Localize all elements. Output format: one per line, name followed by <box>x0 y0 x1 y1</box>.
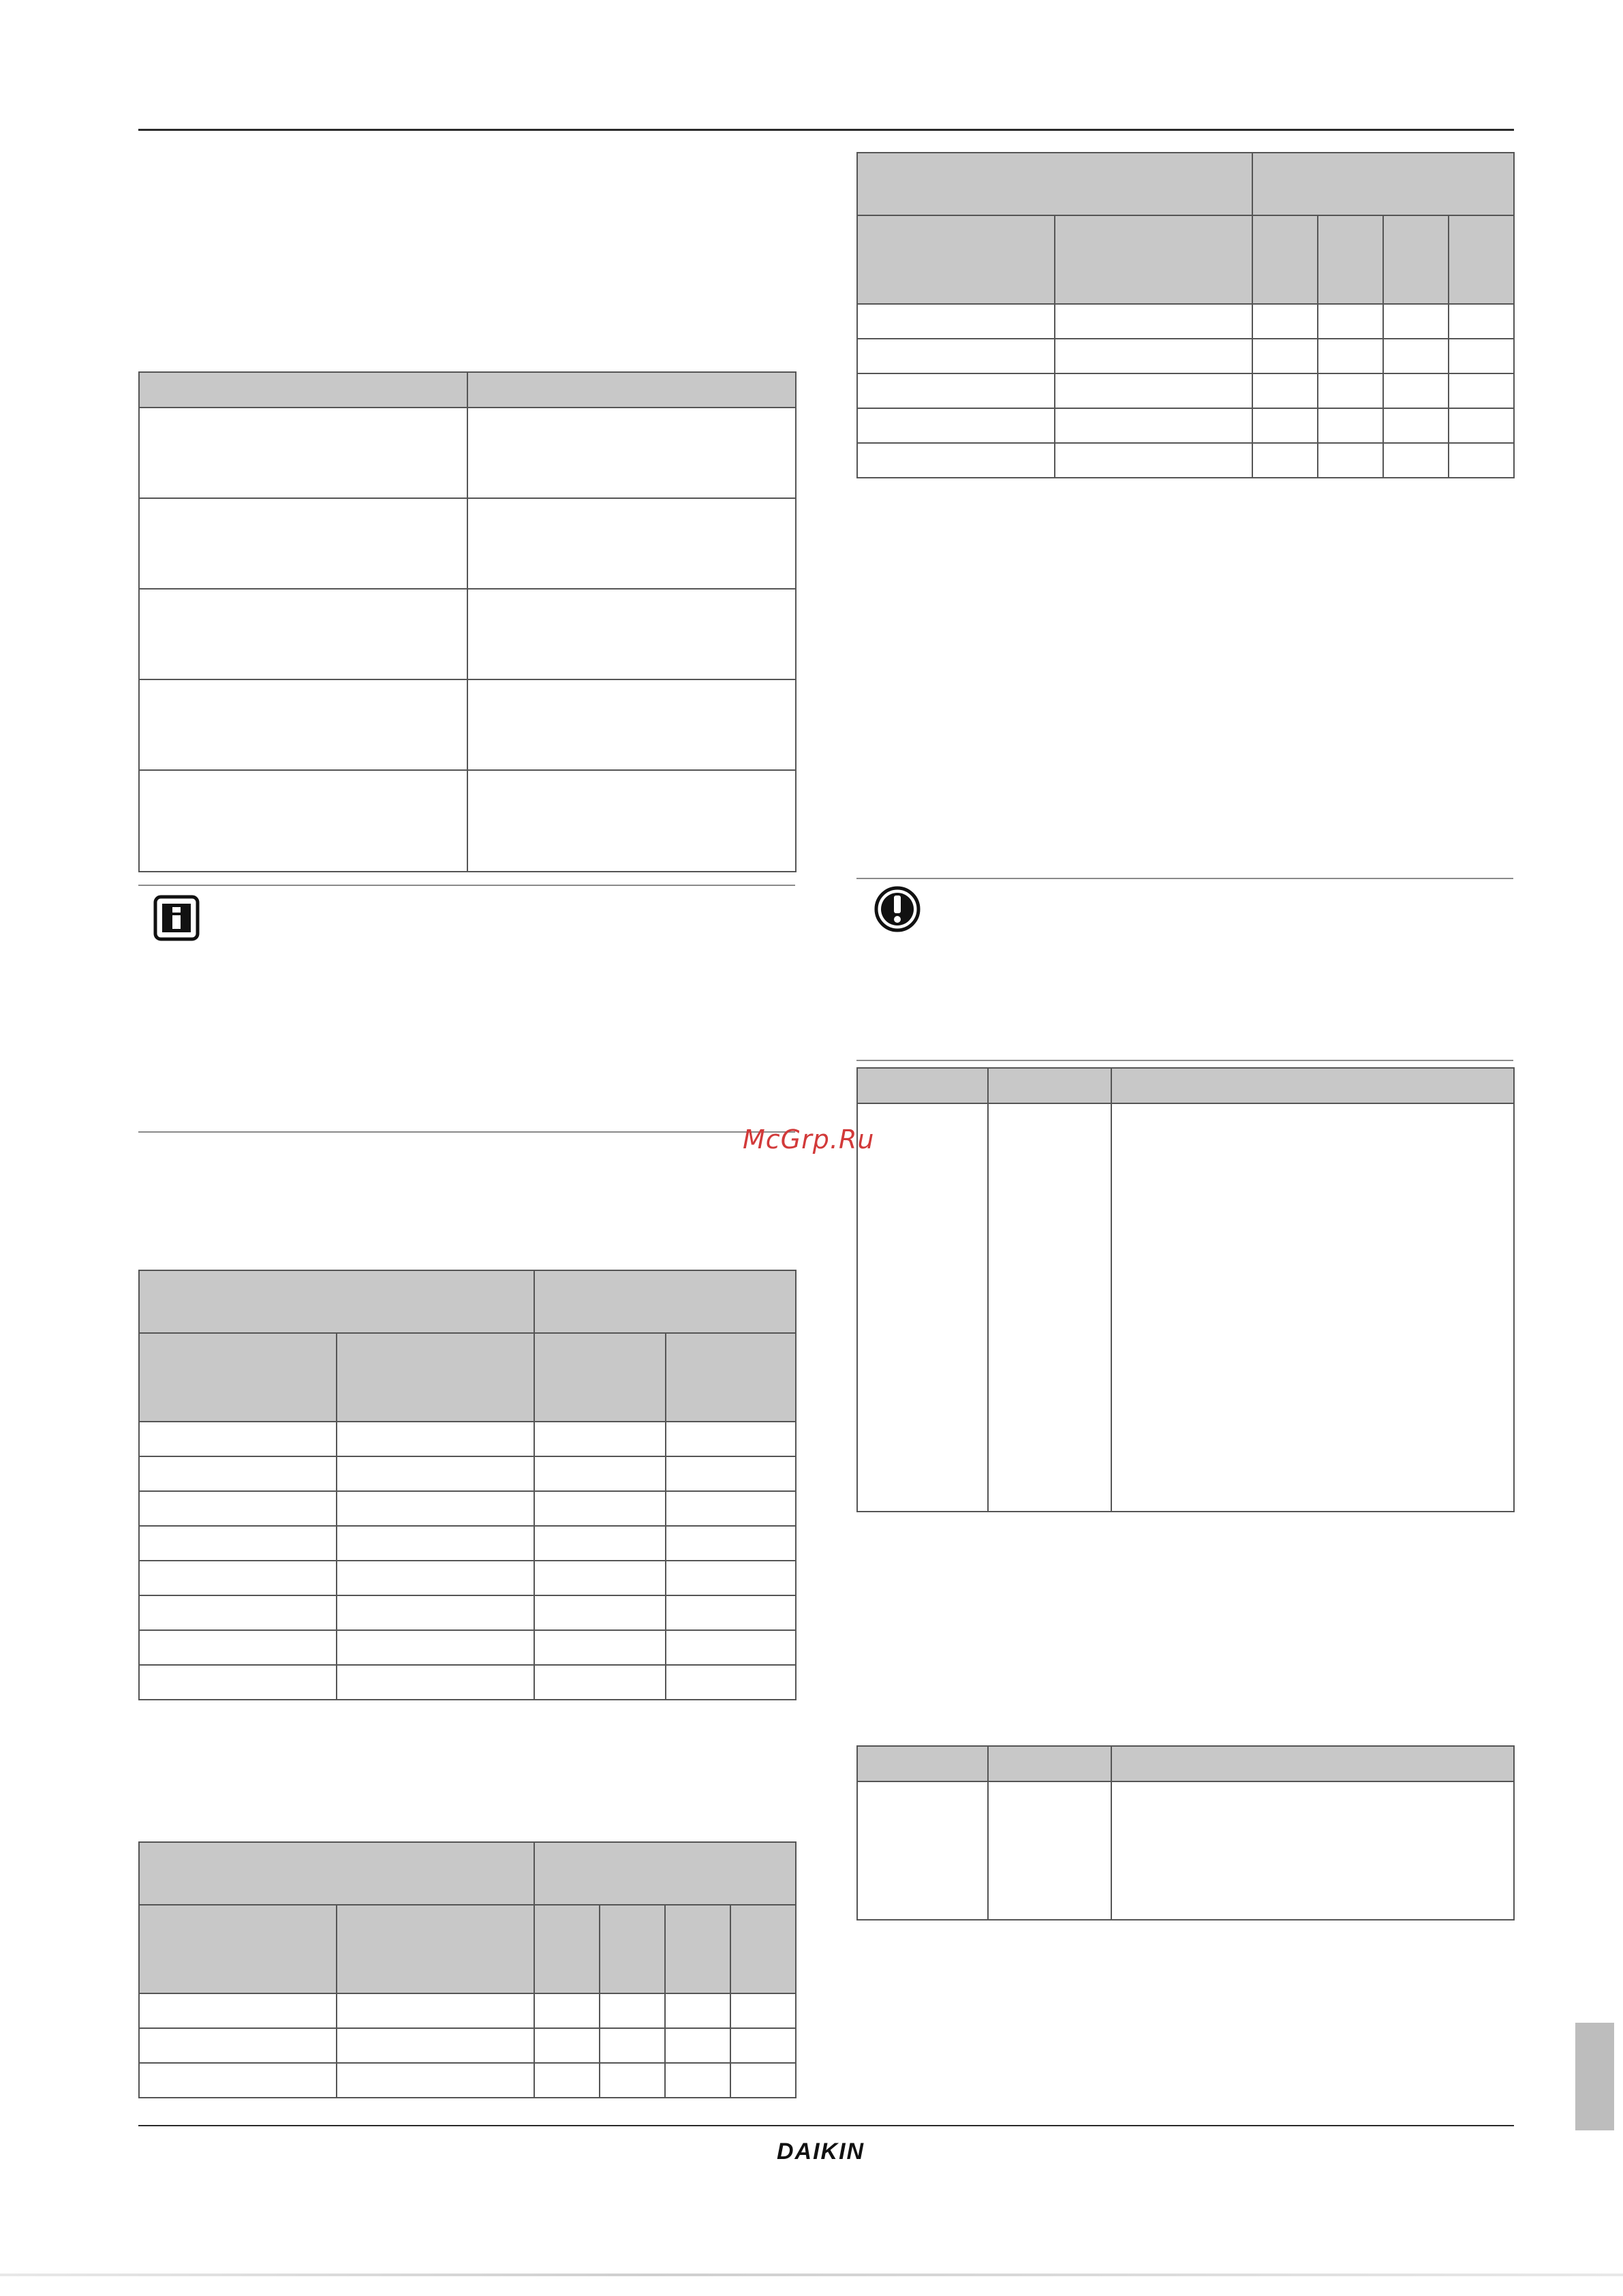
table-cell <box>139 770 467 872</box>
table-cell <box>1252 304 1318 339</box>
exclamation-icon <box>874 886 921 936</box>
table-cell <box>337 1595 534 1630</box>
table-cell <box>534 1665 666 1700</box>
table-header-cell <box>1449 215 1514 304</box>
table-cell <box>730 1993 796 2028</box>
table-header-cell <box>534 1905 600 1993</box>
table-header-cell <box>139 1333 337 1422</box>
table-header-cell <box>139 1842 534 1905</box>
table-cell <box>139 589 467 679</box>
table-cell <box>1449 304 1514 339</box>
table-header-cell <box>1252 215 1318 304</box>
table-cell <box>534 1491 666 1526</box>
table-cell <box>139 2063 337 2098</box>
table-row <box>857 1103 1514 1512</box>
table-header-cell <box>139 372 467 408</box>
table-cell <box>337 2063 534 2098</box>
table-cell <box>467 770 796 872</box>
table-cell <box>1055 339 1252 373</box>
table-row <box>139 1561 796 1595</box>
table-cell <box>600 1993 665 2028</box>
table-header-cell <box>139 1270 534 1333</box>
table-cell <box>1318 443 1383 478</box>
table-row <box>139 1491 796 1526</box>
table-cell <box>534 1526 666 1561</box>
table-cell <box>666 1422 796 1456</box>
header-rule <box>138 129 1514 131</box>
info-icon <box>153 895 200 945</box>
warning-bottom-rule <box>856 1060 1513 1061</box>
table-cell <box>337 1561 534 1595</box>
table-header-cell <box>857 1746 988 1781</box>
table-cell <box>1449 373 1514 408</box>
table-row <box>139 2063 796 2098</box>
table-cell <box>1252 443 1318 478</box>
table-row <box>857 373 1514 408</box>
table-row <box>139 1595 796 1630</box>
table-header-cell <box>730 1905 796 1993</box>
table-row <box>857 339 1514 373</box>
table-cell <box>1383 408 1449 443</box>
table-cell <box>1252 339 1318 373</box>
table-cell <box>857 339 1055 373</box>
table-header-cell <box>534 1333 666 1422</box>
table-row <box>139 498 796 589</box>
table-cell <box>1318 408 1383 443</box>
footer-rule <box>138 2125 1514 2126</box>
table-header-cell <box>988 1746 1111 1781</box>
table-cell <box>666 1456 796 1491</box>
table-cell <box>1383 339 1449 373</box>
table-row <box>857 153 1514 215</box>
table-cell <box>600 2063 665 2098</box>
table-cell <box>1055 304 1252 339</box>
note-bottom-rule <box>138 1131 795 1133</box>
table-header-cell <box>988 1068 1111 1103</box>
table-cell <box>665 1993 730 2028</box>
table-cell <box>139 408 467 498</box>
table-row <box>139 1842 796 1905</box>
table-header-cell <box>534 1842 796 1905</box>
table-cell <box>467 498 796 589</box>
table-row <box>139 1665 796 1700</box>
table-cell <box>534 1595 666 1630</box>
table-cell <box>337 1665 534 1700</box>
table-cell <box>467 589 796 679</box>
table-cell <box>857 373 1055 408</box>
table-row <box>139 2028 796 2063</box>
table-cell <box>534 1561 666 1595</box>
table-cell <box>1055 443 1252 478</box>
table-cell <box>1252 408 1318 443</box>
table-cell <box>665 2063 730 2098</box>
table-cell <box>666 1526 796 1561</box>
table-header-cell <box>857 215 1055 304</box>
table-cell <box>534 1456 666 1491</box>
table-cell <box>337 1526 534 1561</box>
table-row <box>139 1270 796 1333</box>
table-header-cell <box>1318 215 1383 304</box>
table-row <box>857 304 1514 339</box>
table-header-cell <box>467 372 796 408</box>
table-cell <box>139 1630 337 1665</box>
table-cell <box>534 1630 666 1665</box>
table-header-cell <box>1111 1068 1514 1103</box>
table-cell <box>1449 443 1514 478</box>
settings-table-6 <box>856 1745 1515 1920</box>
table-header-cell <box>1055 215 1252 304</box>
table-cell <box>467 679 796 770</box>
table-header-cell <box>857 153 1252 215</box>
table-header-cell <box>665 1905 730 1993</box>
table-row <box>139 679 796 770</box>
table-row <box>857 1781 1514 1920</box>
table-row <box>139 1333 796 1422</box>
table-header-cell <box>1252 153 1514 215</box>
table-row <box>139 1905 796 1993</box>
table-row <box>139 770 796 872</box>
settings-table-4 <box>856 152 1515 478</box>
table-row <box>139 408 796 498</box>
table-cell <box>1318 304 1383 339</box>
table-cell <box>337 1630 534 1665</box>
table-row <box>857 1746 1514 1781</box>
settings-table-2 <box>138 1270 797 1700</box>
table-cell <box>337 1456 534 1491</box>
table-cell <box>666 1630 796 1665</box>
table-row <box>857 215 1514 304</box>
table-header-cell <box>1383 215 1449 304</box>
table-cell <box>1055 408 1252 443</box>
table-cell <box>1318 339 1383 373</box>
table-header-cell <box>534 1270 796 1333</box>
table-row <box>139 589 796 679</box>
table-cell <box>1055 373 1252 408</box>
chapter-side-tab <box>1575 2023 1614 2130</box>
table-cell <box>1111 1103 1514 1512</box>
table-row <box>139 1993 796 2028</box>
table-row <box>857 408 1514 443</box>
settings-table-5 <box>856 1067 1515 1512</box>
table-header-cell <box>1111 1746 1514 1781</box>
table-cell <box>139 498 467 589</box>
table-cell <box>857 408 1055 443</box>
table-cell <box>1383 304 1449 339</box>
table-cell <box>534 2028 600 2063</box>
table-cell <box>666 1491 796 1526</box>
table-header-cell <box>857 1068 988 1103</box>
table-cell <box>857 1781 988 1920</box>
table-cell <box>337 2028 534 2063</box>
table-cell <box>534 1422 666 1456</box>
table-cell <box>139 679 467 770</box>
table-cell <box>666 1595 796 1630</box>
table-cell <box>1111 1781 1514 1920</box>
table-row <box>857 1068 1514 1103</box>
table-cell <box>139 1456 337 1491</box>
settings-table-1 <box>138 371 797 872</box>
table-cell <box>666 1561 796 1595</box>
warning-top-rule <box>856 878 1513 879</box>
table-cell <box>730 2063 796 2098</box>
table-cell <box>666 1665 796 1700</box>
table-cell <box>1318 373 1383 408</box>
table-row <box>139 1526 796 1561</box>
table-cell <box>988 1103 1111 1512</box>
settings-table-3 <box>138 1841 797 2098</box>
table-header-cell <box>600 1905 665 1993</box>
table-cell <box>534 1993 600 2028</box>
table-cell <box>857 1103 988 1512</box>
table-cell <box>467 408 796 498</box>
table-cell <box>139 1993 337 2028</box>
table-cell <box>139 1595 337 1630</box>
table-cell <box>139 2028 337 2063</box>
table-header-cell <box>337 1905 534 1993</box>
table-cell <box>665 2028 730 2063</box>
table-header-cell <box>666 1333 796 1422</box>
table-cell <box>337 1422 534 1456</box>
note-top-rule <box>138 885 795 886</box>
table-cell <box>1383 373 1449 408</box>
table-row <box>139 1456 796 1491</box>
table-cell <box>139 1422 337 1456</box>
table-cell <box>337 1993 534 2028</box>
table-cell <box>857 304 1055 339</box>
daikin-logo: DAIKIN <box>777 2139 865 2164</box>
table-cell <box>988 1781 1111 1920</box>
table-row <box>139 372 796 408</box>
table-cell <box>600 2028 665 2063</box>
table-cell <box>857 443 1055 478</box>
table-cell <box>1383 443 1449 478</box>
table-header-cell <box>337 1333 534 1422</box>
table-row <box>139 1630 796 1665</box>
table-cell <box>139 1665 337 1700</box>
table-cell <box>139 1491 337 1526</box>
table-cell <box>534 2063 600 2098</box>
bottom-edge-strip <box>0 2274 1623 2276</box>
table-cell <box>1449 339 1514 373</box>
table-cell <box>139 1526 337 1561</box>
table-cell <box>337 1491 534 1526</box>
table-cell <box>1252 373 1318 408</box>
watermark-text: McGrp.Ru <box>743 1124 875 1154</box>
table-header-cell <box>139 1905 337 1993</box>
table-row <box>139 1422 796 1456</box>
table-cell <box>139 1561 337 1595</box>
table-row <box>857 443 1514 478</box>
table-cell <box>730 2028 796 2063</box>
table-cell <box>1449 408 1514 443</box>
